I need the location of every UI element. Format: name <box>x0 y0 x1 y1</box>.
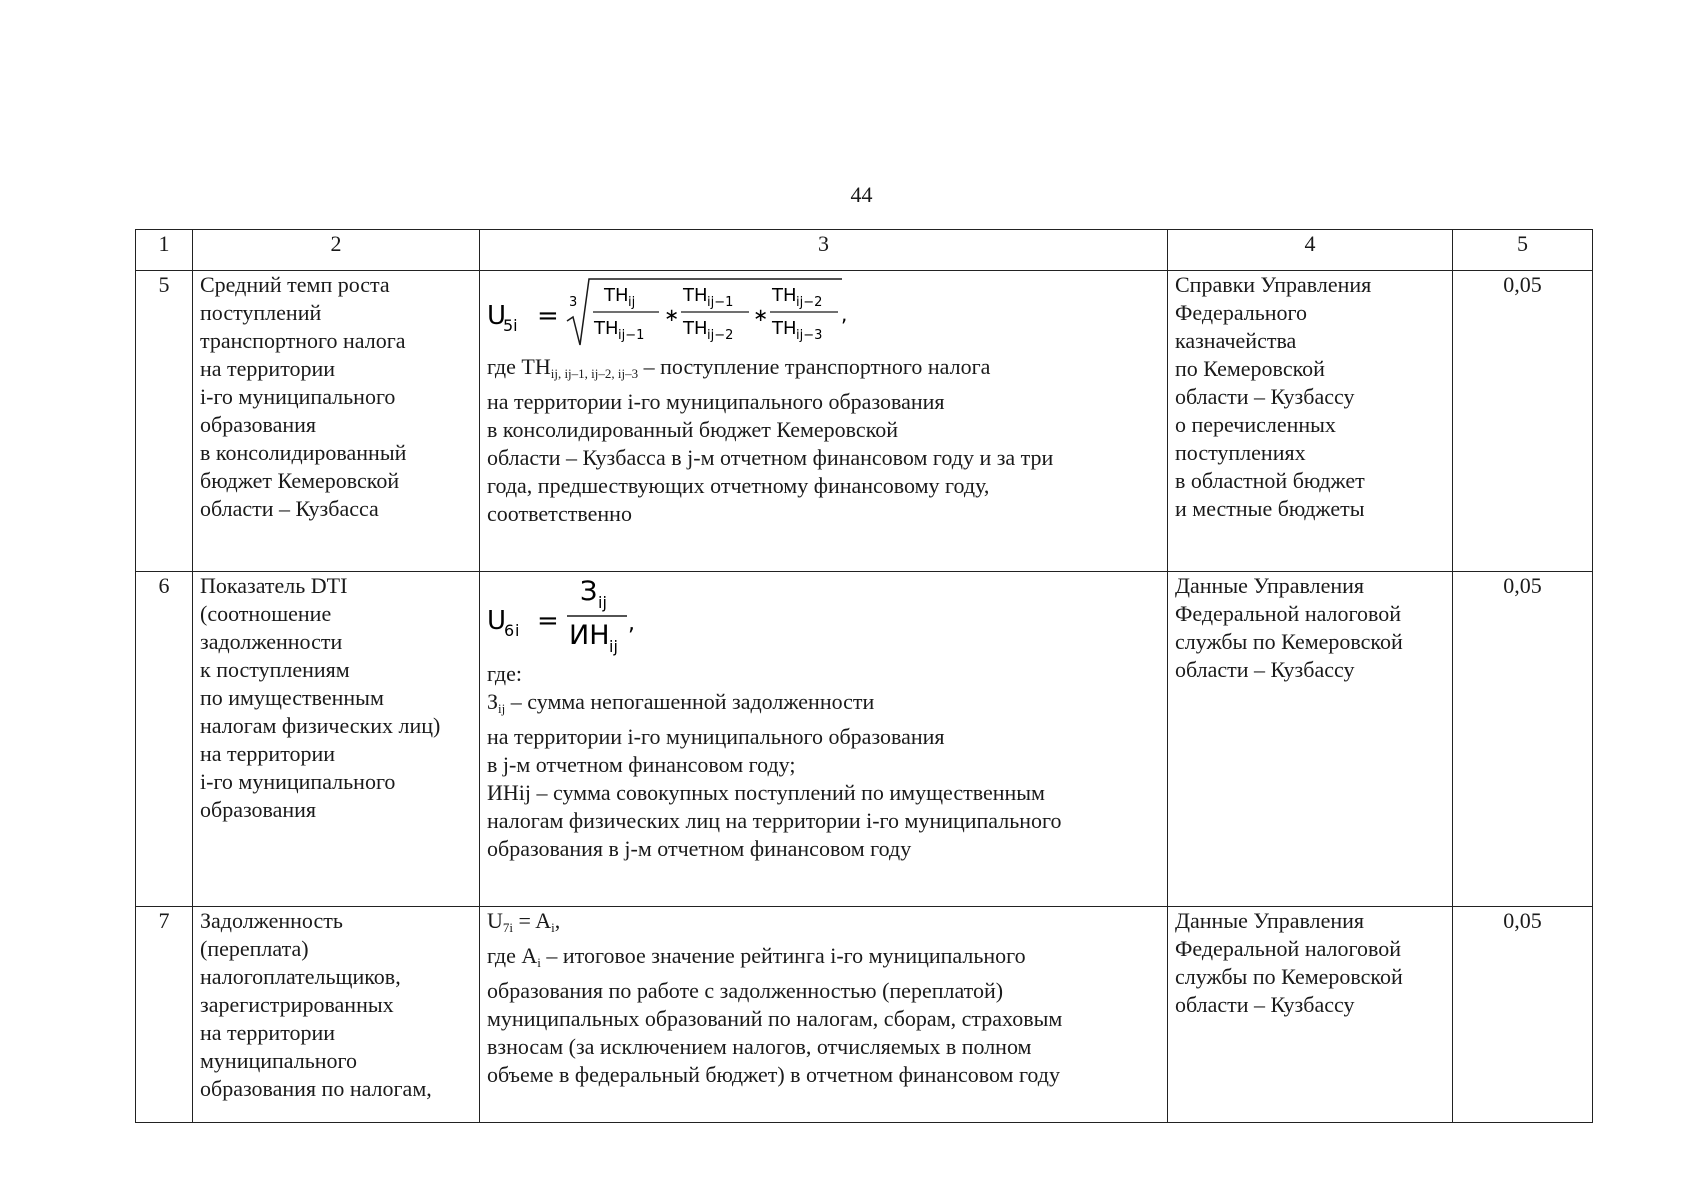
formula-u7-lhs-sub: 7i <box>502 920 514 935</box>
formula-eq: = <box>537 301 559 331</box>
text-line: налогам физических лиц) <box>200 713 441 738</box>
indicator-name <box>193 907 480 1123</box>
text-line: области – Кузбассу <box>1175 384 1355 409</box>
formula-numerator-sub: ij <box>598 593 607 612</box>
text-line: в консолидированный <box>200 440 407 465</box>
text-line: i-го муниципального <box>200 384 396 409</box>
where-subscript: ij, ij–1, ij–2, ij–3 <box>550 366 639 381</box>
where-subscript: i <box>537 955 541 970</box>
fraction-3-denominator-sub: ij−3 <box>796 328 823 343</box>
text-line: объеме в федеральный бюджет) в отчетном финансовом году <box>487 1062 1060 1087</box>
text-line: взносам (за исключением налогов, отчисляемых в полном <box>487 1034 1032 1059</box>
row-number: 5 <box>136 271 193 572</box>
data-source <box>1168 907 1453 1123</box>
calculation-method <box>480 271 1168 572</box>
text-line: соответственно <box>487 501 632 526</box>
formula-u7-mid: = A <box>513 908 552 933</box>
fraction-1-denominator-sub: ij−1 <box>618 328 645 343</box>
column-header: 3 <box>480 230 1168 271</box>
text-line: ИНij – сумма совокупных поступлений по имущественным <box>487 780 1045 805</box>
fraction-2-denominator-sub: ij−2 <box>707 328 734 343</box>
text-line: образования <box>200 412 317 437</box>
text-line: казначейства <box>1175 328 1297 353</box>
text-line: задолженности <box>200 629 343 654</box>
page-number: 44 <box>850 182 873 207</box>
data-source <box>1168 271 1453 572</box>
text-line: образования <box>200 797 317 822</box>
fraction-3-numerator: TH <box>772 285 797 306</box>
where-head: где TH <box>487 354 551 379</box>
where-line <box>487 942 1160 977</box>
indicator-table <box>135 229 1593 1123</box>
where-head: где A <box>487 943 538 968</box>
text-line: области – Кузбассу <box>1175 657 1355 682</box>
fraction-2-numerator: TH <box>683 285 708 306</box>
column-header: 5 <box>1453 230 1593 271</box>
where-tail: – итоговое значение рейтинга i-го муниципального <box>540 943 1026 968</box>
fraction-2-denominator: TH <box>683 318 708 339</box>
formula-u7 <box>487 907 1160 942</box>
text-line: в областной бюджет <box>1175 468 1365 493</box>
text-line: поступлениях <box>1175 440 1306 465</box>
text-line: службы по Кемеровской <box>1175 964 1403 989</box>
where-tail: – поступление транспортного налога <box>638 354 991 379</box>
where-label: где: <box>487 661 522 686</box>
indicator-name <box>193 271 480 572</box>
formula-comma: , <box>841 302 848 326</box>
text-line: муниципальных образований по налогам, сборам, страховым <box>487 1006 1063 1031</box>
text-line: транспортного налога <box>200 328 406 353</box>
table-row <box>136 572 1593 907</box>
formula-lhs-sub: i <box>515 621 520 640</box>
text-line: в консолидированный бюджет Кемеровской <box>487 417 899 442</box>
text-line: образования по работе с задолженностью (переплатой) <box>487 978 1004 1003</box>
root-index: 3 <box>569 295 578 310</box>
formula-denominator-sub: ij <box>609 637 618 656</box>
text-line: Федеральной налоговой <box>1175 936 1402 961</box>
text-line: и местные бюджеты <box>1175 496 1365 521</box>
text-line: (соотношение <box>200 601 332 626</box>
text-line: службы по Кемеровской <box>1175 629 1403 654</box>
text-line: Средний темп роста <box>200 272 390 297</box>
text-line: Задолженность <box>200 908 343 933</box>
weight-value: 0,05 <box>1453 907 1593 1123</box>
calculation-method <box>480 907 1168 1123</box>
formula-u6 <box>487 572 1160 660</box>
text-line: Федеральной налоговой <box>1175 601 1402 626</box>
fraction-1-numerator: TH <box>604 285 629 306</box>
indicator-name <box>193 572 480 907</box>
fraction-2-numerator-sub: ij−1 <box>707 295 734 310</box>
text-line: о перечисленных <box>1175 412 1336 437</box>
multiply-sign: ∗ <box>664 305 680 326</box>
text-line: бюджет Кемеровской <box>200 468 400 493</box>
where-tail: – сумма непогашенной задолженности <box>505 689 875 714</box>
formula-u5-svg <box>487 271 867 353</box>
where-line <box>487 353 1160 388</box>
text-line: на территории <box>200 741 336 766</box>
text-line: поступлений <box>200 300 322 325</box>
text-line: Данные Управления <box>1175 908 1365 933</box>
weight-value: 0,05 <box>1453 271 1593 572</box>
text-line: области – Кузбассу <box>1175 992 1355 1017</box>
text-line: образования в j-м отчетном финансовом году <box>487 836 912 861</box>
text-line: муниципального <box>200 1048 358 1073</box>
text-line: образования по налогам, <box>200 1076 432 1101</box>
where-line <box>487 688 1160 723</box>
fraction-1-denominator: TH <box>594 318 619 339</box>
text-line: области – Кузбасса <box>200 496 379 521</box>
weight-value: 0,05 <box>1453 572 1593 907</box>
text-line: области – Кузбасса в j-м отчетном финансовом году и за три <box>487 445 1054 470</box>
fraction-1-numerator-sub: ij <box>628 295 636 310</box>
text-line: по Кемеровской <box>1175 356 1325 381</box>
table-header-row <box>136 230 1593 271</box>
text-line: на территории <box>200 356 336 381</box>
text-line: на территории i-го муниципального образования <box>487 724 945 749</box>
column-header: 2 <box>193 230 480 271</box>
formula-comma: , <box>628 611 635 636</box>
text-line: (переплата) <box>200 936 309 961</box>
column-header: 4 <box>1168 230 1453 271</box>
text-line: в j-м отчетном финансовом году; <box>487 752 796 777</box>
formula-u6-svg <box>487 572 687 660</box>
text-line: Справки Управления <box>1175 272 1372 297</box>
text-line: налогам физических лиц на территории i-го муниципального <box>487 808 1062 833</box>
table-row <box>136 907 1593 1123</box>
text-line: налогоплательщиков, <box>200 964 401 989</box>
formula-u7-a-sub: i <box>551 920 555 935</box>
text-line: года, предшествующих отчетному финансовому году, <box>487 473 990 498</box>
fraction-3-denominator: TH <box>772 318 797 339</box>
where-head: З <box>487 689 499 714</box>
formula-lhs-sub: 5i <box>503 316 518 335</box>
formula-lhs: U <box>487 301 507 331</box>
row-number: 7 <box>136 907 193 1123</box>
table-row <box>136 271 1593 572</box>
multiply-sign: ∗ <box>753 305 769 326</box>
formula-u7-lhs: U <box>487 908 503 933</box>
where-subscript: ij <box>498 701 506 716</box>
data-source <box>1168 572 1453 907</box>
formula-lhs: U <box>487 606 507 636</box>
formula-eq: = <box>537 606 559 636</box>
formula-denominator: ИН <box>569 620 610 651</box>
formula-lhs-sub: 6 <box>504 621 515 640</box>
column-header: 1 <box>136 230 193 271</box>
text-line: Федерального <box>1175 300 1308 325</box>
formula-numerator: З <box>580 576 598 607</box>
text-line: к поступлениям <box>200 657 350 682</box>
text-line: зарегистрированных <box>200 992 394 1017</box>
text-line: Данные Управления <box>1175 573 1365 598</box>
formula-u7-tail: , <box>554 908 561 933</box>
fraction-3-numerator-sub: ij−2 <box>796 295 823 310</box>
text-line: на территории <box>200 1020 336 1045</box>
text-line: Показатель DTI <box>200 573 348 598</box>
text-line: на территории i-го муниципального образования <box>487 389 945 414</box>
text-line: по имущественным <box>200 685 384 710</box>
text-line: i-го муниципального <box>200 769 396 794</box>
row-number: 6 <box>136 572 193 907</box>
formula-u5 <box>487 271 1160 353</box>
calculation-method <box>480 572 1168 907</box>
